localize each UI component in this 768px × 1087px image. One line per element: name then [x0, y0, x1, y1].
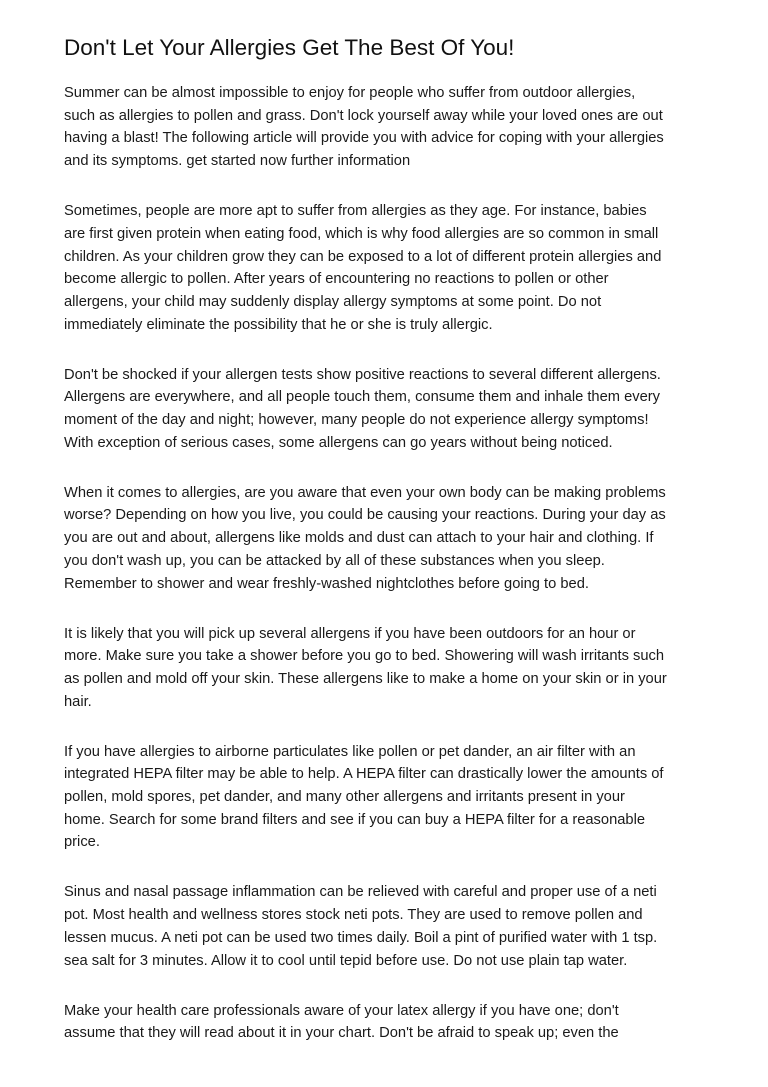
text-line: assume that they will read about it in your chart. Don't be afraid to speak up; even the: [64, 1025, 619, 1042]
text-line: Allergens are everywhere, and all people touch them, consume them and inhale them every: [64, 389, 660, 406]
text-line: home. Search for some brand filters and see if you can buy a HEPA filter for a reasonable: [64, 811, 646, 828]
text-line: Remember to shower and wear freshly-washed nightclothes before going to bed.: [64, 575, 589, 592]
document-body: [64, 82, 724, 1045]
text-line: as pollen and mold off your skin. These allergens like to make a home on your skin or in your: [64, 670, 667, 687]
paragraph: [64, 200, 724, 336]
text-line: allergens, your child may suddenly display allergy symptoms at some point. Do not: [64, 293, 602, 310]
document-page: [64, 34, 724, 1072]
text-line: worse? Depending on how you live, you could be causing your reactions. During your day as: [64, 507, 666, 524]
text-line: become allergic to pollen. After years of encountering no reactions to pollen or other: [64, 271, 609, 288]
text-line: sea salt for 3 minutes. Allow it to cool until tepid before use. Do not use plain tap water.: [64, 952, 628, 969]
paragraph: [64, 623, 724, 714]
text-line: It is likely that you will pick up several allergens if you have been outdoors for an hour or: [64, 625, 636, 642]
text-line: Sometimes, people are more apt to suffer from allergies as they age. For instance, babies: [64, 203, 647, 220]
paragraph: [64, 1000, 724, 1045]
text-line: are first given protein when eating food, which is why food allergies are so common in small: [64, 225, 659, 242]
text-line: you don't wash up, you can be attacked by all of these substances when you sleep.: [64, 552, 605, 569]
text-line: integrated HEPA filter may be able to help. A HEPA filter can drastically lower the amounts of: [64, 766, 664, 783]
text-line: When it comes to allergies, are you aware that even your own body can be making problems: [64, 484, 666, 501]
text-line: such as allergies to pollen and grass. Don't lock yourself away while your loved ones are out: [64, 107, 663, 124]
paragraph: [64, 364, 724, 455]
text-line: having a blast! The following article will provide you with advice for coping with your allergies: [64, 130, 664, 147]
text-line: Make your health care professionals aware of your latex allergy if you have one; don't: [64, 1002, 619, 1019]
text-line: price.: [64, 834, 100, 851]
paragraph: [64, 881, 724, 972]
text-line: immediately eliminate the possibility that he or she is truly allergic.: [64, 316, 493, 333]
document-title: Don't Let Your Allergies Get The Best Of You!: [64, 35, 515, 60]
text-line: moment of the day and night; however, many people do not experience allergy symptoms!: [64, 412, 649, 429]
text-line: Sinus and nasal passage inflammation can be relieved with careful and proper use of a neti: [64, 884, 657, 901]
text-line: children. As your children grow they can be exposed to a lot of different protein allergies and: [64, 248, 662, 265]
paragraph: [64, 741, 724, 855]
text-line: hair.: [64, 693, 92, 710]
text-line: and its symptoms. get started now further information: [64, 153, 411, 170]
paragraph: [64, 82, 724, 173]
text-line: pollen, mold spores, pet dander, and many other allergens and irritants present in your: [64, 789, 625, 806]
text-line: you are out and about, allergens like molds and dust can attach to your hair and clothing. If: [64, 530, 654, 547]
text-line: With exception of serious cases, some allergens can go years without being noticed.: [64, 434, 613, 451]
text-line: If you have allergies to airborne particulates like pollen or pet dander, an air filter with an: [64, 743, 636, 760]
text-line: pot. Most health and wellness stores stock neti pots. They are used to remove pollen and: [64, 907, 643, 924]
text-line: more. Make sure you take a shower before you go to bed. Showering will wash irritants such: [64, 648, 665, 665]
paragraph: [64, 482, 724, 596]
text-line: Summer can be almost impossible to enjoy for people who suffer from outdoor allergies,: [64, 85, 636, 101]
text-line: lessen mucus. A neti pot can be used two times daily. Boil a pint of purified water with 1 tsp.: [64, 929, 658, 946]
text-line: Don't be shocked if your allergen tests show positive reactions to several different allergens.: [64, 366, 661, 383]
